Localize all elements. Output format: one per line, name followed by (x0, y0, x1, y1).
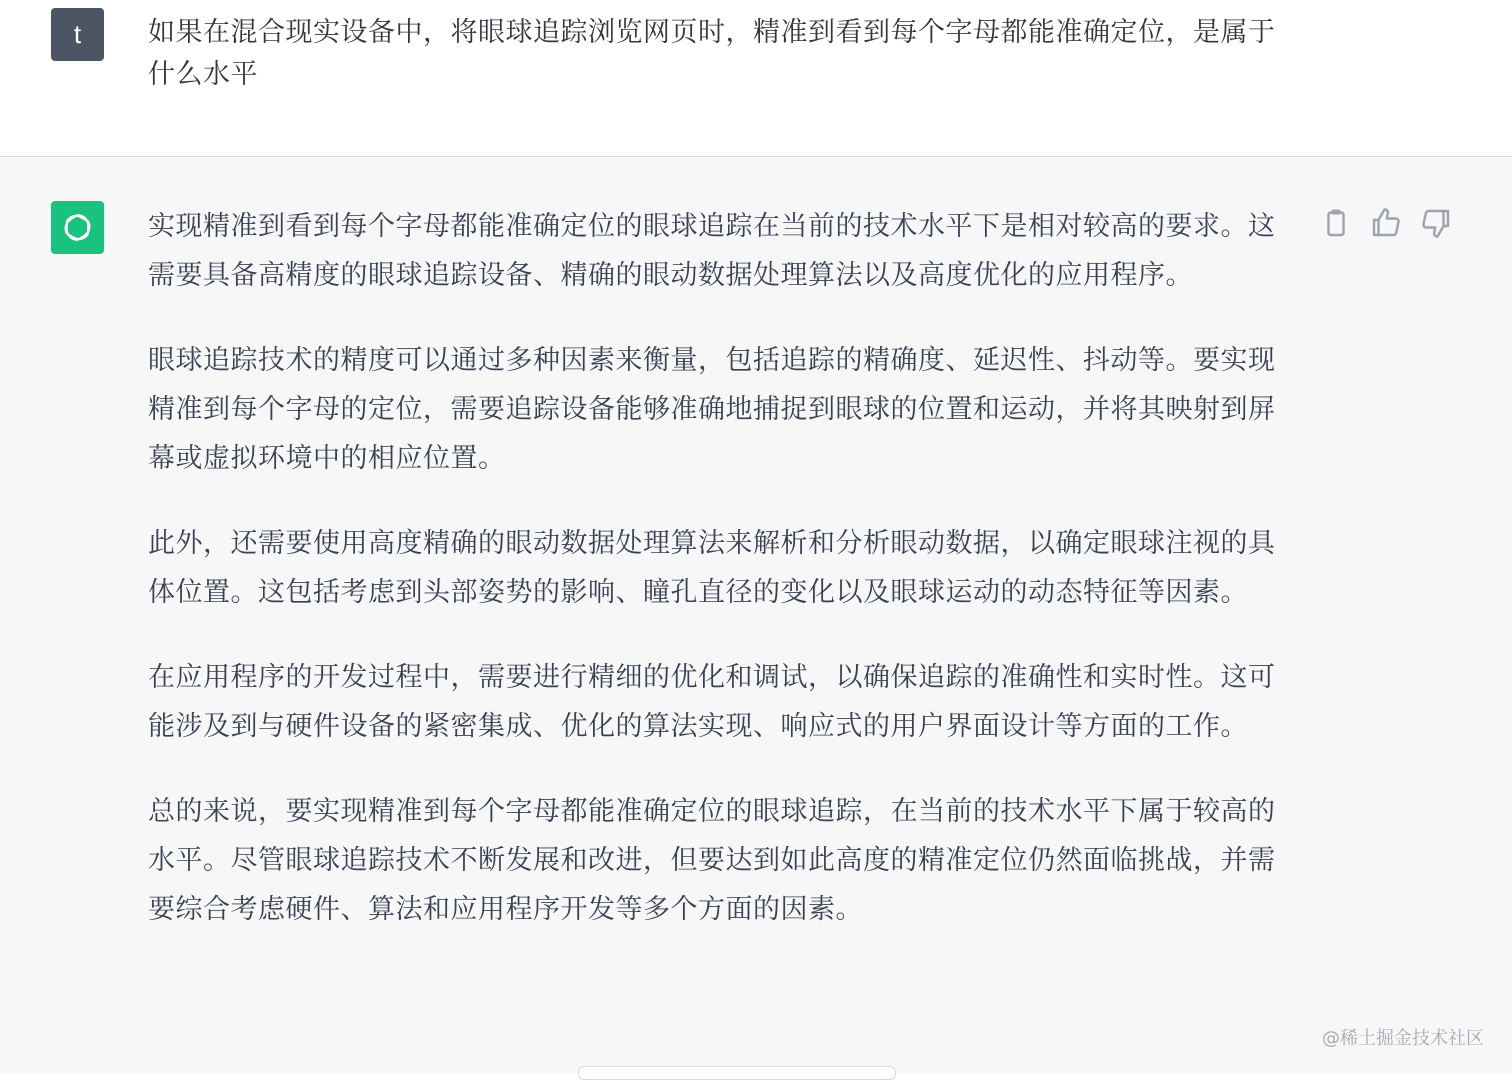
answer-paragraph-1: 实现精准到看到每个字母都能准确定位的眼球追踪在当前的技术水平下是相对较高的要求。这需要具备高精度的眼球追踪设备、精确的眼动数据处理算法以及高度优化的应用程序。 (148, 211, 1276, 291)
watermark: @稀土掘金技术社区 (1322, 1028, 1484, 1049)
assistant-message-row (0, 157, 1512, 1074)
openai-logo-icon (59, 209, 96, 246)
like-button[interactable] (1368, 205, 1404, 241)
thumbs-down-icon (1418, 205, 1454, 241)
assistant-message-text (148, 202, 1283, 970)
answer-paragraph-2: 眼球追踪技术的精度可以通过多种因素来衡量，包括追踪的精确度、延迟性、抖动等。要实现精准到每个字母的定位，需要追踪设备能够准确地捕捉到眼球的位置和运动，并将其映射到屏幕或虚拟环境中的相应位置。 (148, 345, 1276, 474)
clipboard-icon (1318, 205, 1354, 241)
user-message-row (0, 0, 1512, 157)
message-actions (1318, 205, 1458, 241)
copy-button[interactable] (1318, 205, 1354, 241)
thumbs-up-icon (1368, 205, 1404, 241)
user-avatar: t (51, 8, 104, 61)
assistant-avatar (51, 201, 104, 254)
answer-paragraph-4: 在应用程序的开发过程中，需要进行精细的优化和调试，以确保追踪的准确性和实时性。这可能涉及到与硬件设备的紧密集成、优化的算法实现、响应式的用户界面设计等方面的工作。 (148, 662, 1276, 742)
answer-paragraph-5: 总的来说，要实现精准到每个字母都能准确定位的眼球追踪，在当前的技术水平下属于较高的水平。尽管眼球追踪技术不断发展和改进，但要达到如此高度的精准定位仍然面临挑战，并需要综合考虑硬件、算法和应用程序开发等多个方面的因素。 (148, 796, 1276, 925)
regenerate-button-edge[interactable] (578, 1066, 896, 1080)
answer-paragraph-3: 此外，还需要使用高度精确的眼动数据处理算法来解析和分析眼动数据，以确定眼球注视的具体位置。这包括考虑到头部姿势的影响、瞳孔直径的变化以及眼球运动的动态特征等因素。 (148, 528, 1276, 608)
user-message-text: 如果在混合现实设备中，将眼球追踪浏览网页时，精准到看到每个字母都能准确定位，是属于什么水平 (148, 17, 1276, 90)
dislike-button[interactable] (1418, 205, 1454, 241)
